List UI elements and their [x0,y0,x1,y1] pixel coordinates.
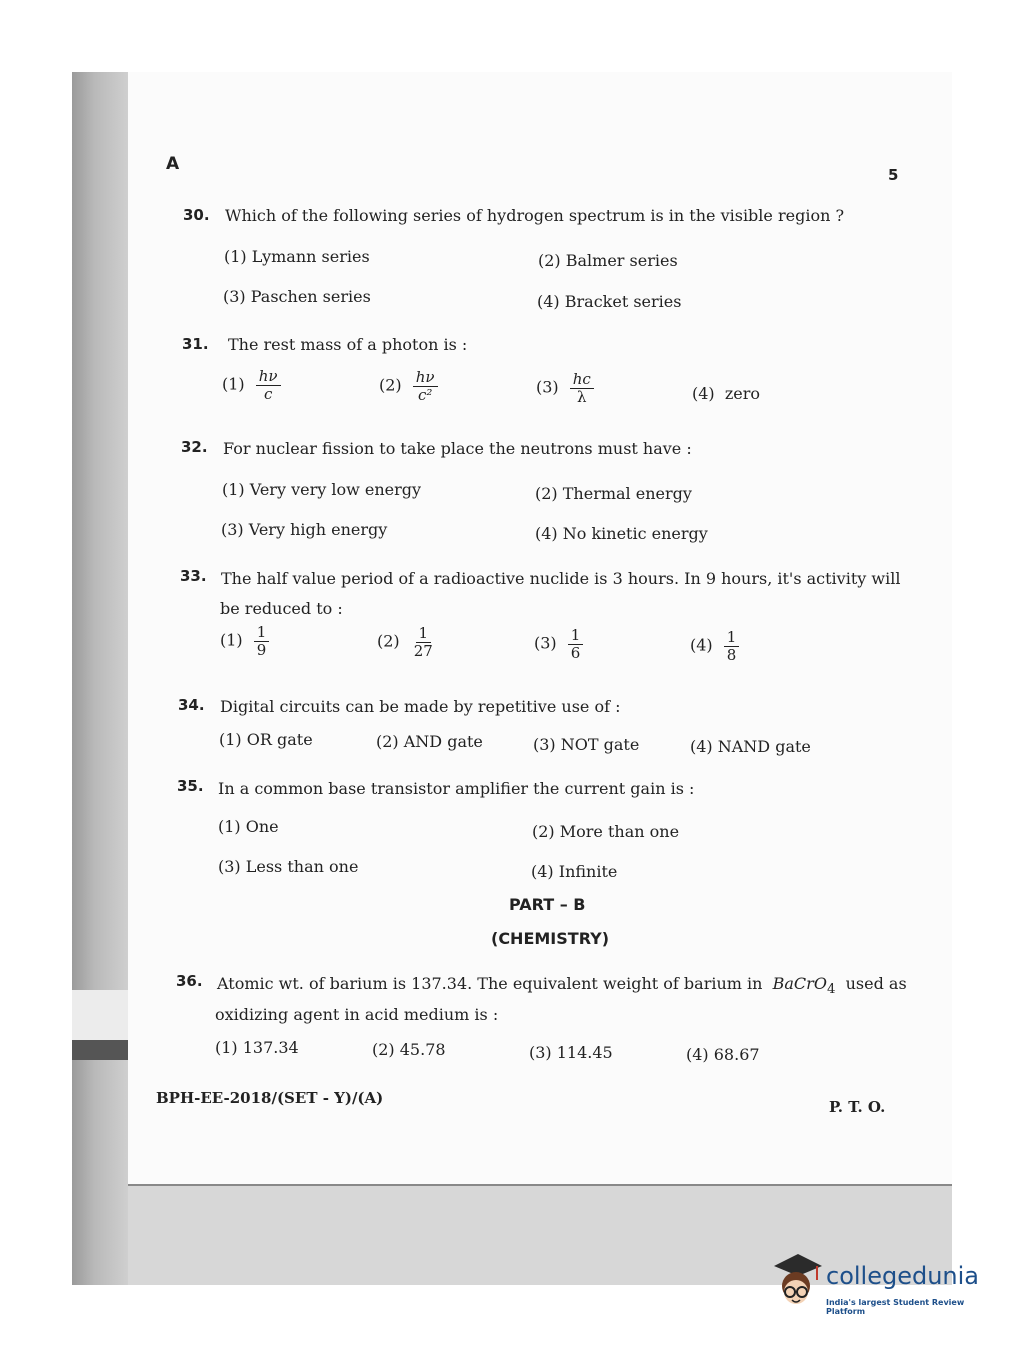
option: (2) Balmer series [538,251,678,270]
option: (2) Thermal energy [535,484,692,503]
option-fraction: (4) zero [692,384,761,403]
option: (2) AND gate [376,732,483,751]
scan-left-edge [72,72,128,1285]
option: (4) NAND gate [690,737,811,756]
option: (2) 45.78 [372,1040,446,1059]
option: (3) Less than one [218,857,359,876]
option: (3) NOT gate [533,735,640,754]
option-fraction: (4) $\frac{1}{8}$ [690,629,739,663]
part-subtitle: (CHEMISTRY) [491,929,610,948]
option: (4) Infinite [531,862,618,881]
option: (4) 68.67 [686,1045,760,1064]
paper-code: BPH-EE-2018/(SET - Y)/(A) [156,1089,384,1107]
option-fraction: (2) $\frac{1}{27}$ [377,624,433,660]
option: (3) 114.45 [529,1043,613,1062]
brand-name: collegedunia [826,1262,980,1290]
question-text: The rest mass of a photon is : [228,335,468,354]
set-letter: A [166,154,180,174]
page-number: 5 [888,166,899,184]
scan-binder-shadow [72,1040,128,1060]
question-text-cont: oxidizing agent in acid medium is : [215,1005,499,1024]
question-text: In a common base transistor amplifier the current gain is : [218,779,695,798]
option: (3) Very high energy [221,520,388,539]
please-turn-over: P. T. O. [829,1098,886,1116]
option-fraction: (1) $\frac{1}{9}$ [220,624,269,658]
option: (1) OR gate [219,730,313,749]
question-text: The half value period of a radioactive nuclide is 3 hours. In 9 hours, it's activity will [221,569,901,588]
option: (2) More than one [532,822,680,841]
option-fraction: (3) $\frac{hc}{\lambda}$ [536,371,594,405]
option: (1) Lymann series [224,247,370,266]
collegedunia-logo [768,1252,998,1322]
option-fraction: (1) $\frac{h\nu}{c}$ [222,368,281,402]
question-text: Which of the following series of hydrogen spectrum is in the visible region ? [225,206,845,225]
option: (1) 137.34 [215,1038,299,1057]
question-number: 34. [178,696,205,714]
part-title: PART – B [509,895,586,914]
option-fraction: (2) $\frac{h\nu}{\text{c²}}$ [379,369,438,403]
question-number: 36. [176,972,203,990]
question-number: 35. [177,777,204,795]
question-text: For nuclear fission to take place the neutrons must have : [223,439,692,458]
option: (1) Very very low energy [222,480,422,499]
question-number: 32. [181,438,208,456]
option: (4) Bracket series [537,292,682,311]
question-text: Atomic wt. of barium is 137.34. The equivalent weight of barium in BaCrO$_4$ used as [217,974,907,998]
question-number: 31. [182,335,209,353]
brand-tagline: India's largest Student Review Platform [826,1298,965,1316]
option-fraction: (3) $\frac{1}{6}$ [534,627,583,661]
question-text-cont: be reduced to : [220,599,343,618]
mascot-icon [768,1252,824,1318]
question-number: 33. [180,567,207,585]
option: (3) Paschen series [223,287,371,306]
question-number: 30. [183,206,210,224]
option: (1) One [218,817,279,836]
option: (4) No kinetic energy [535,524,708,543]
question-text: Digital circuits can be made by repetitive use of : [220,697,621,716]
